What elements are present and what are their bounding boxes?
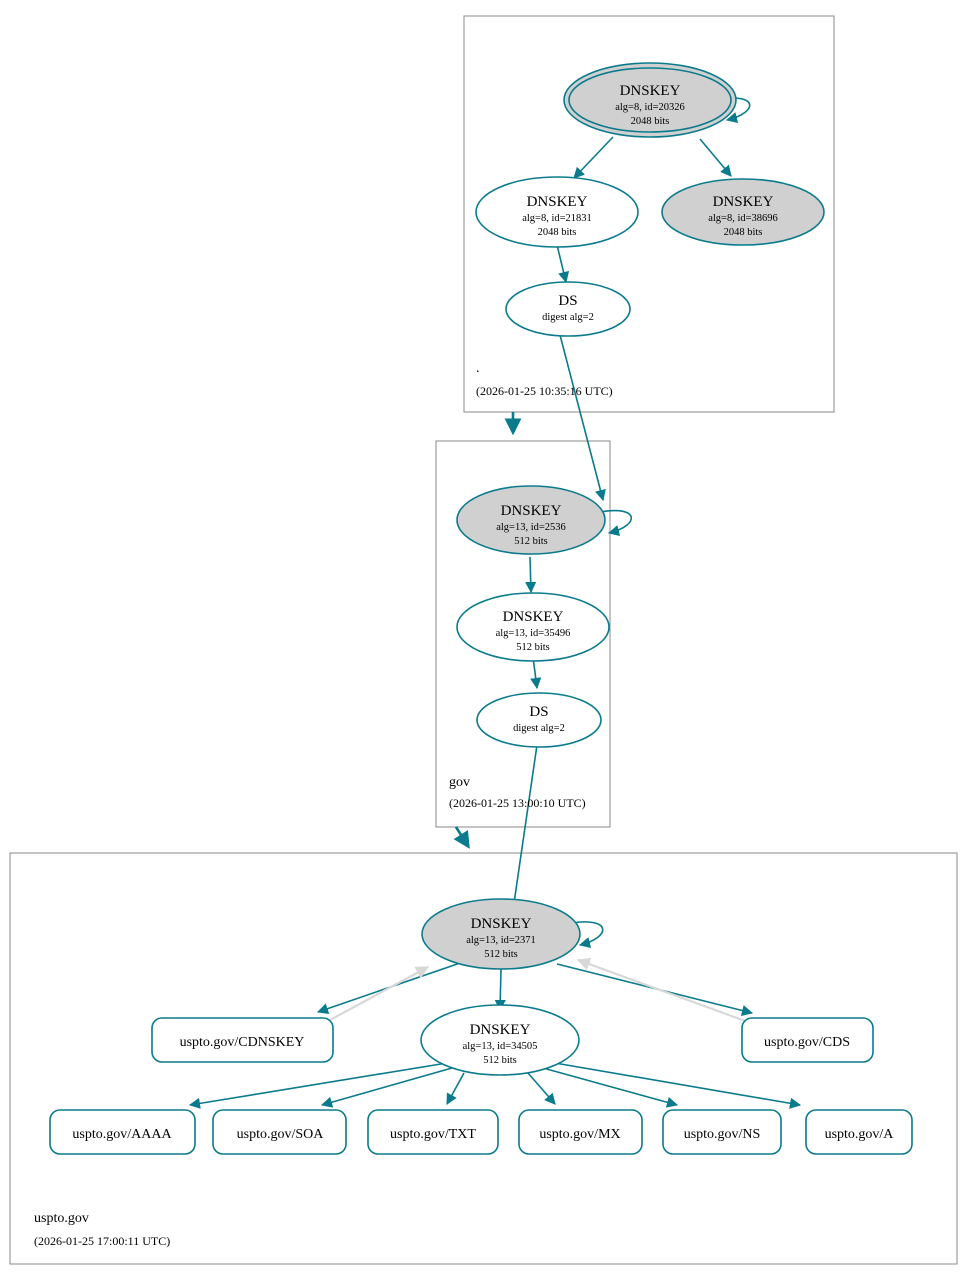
node-root-zsk[interactable]: [476, 177, 638, 247]
node-line2: alg=8, id=20326: [615, 102, 685, 113]
node-line2: alg=8, id=38696: [708, 213, 778, 224]
node-root-ksk[interactable]: [564, 63, 736, 137]
edge-root-zsk-to-ds: [557, 245, 566, 282]
node-gov-ds[interactable]: [477, 693, 601, 747]
node-title: DNSKEY: [619, 83, 681, 99]
edge-root-ksk-to-zsk2: [700, 139, 731, 176]
edge-root-ds-to-gov-ksk: [560, 335, 603, 500]
node-line3: 2048 bits: [723, 227, 763, 238]
node-line2: digest alg=2: [542, 312, 594, 323]
rrset-label: uspto.gov/CDNSKEY: [179, 1035, 305, 1050]
rrset-a[interactable]: [806, 1110, 912, 1154]
rrset-label: uspto.gov/TXT: [390, 1127, 476, 1142]
rrset-txt[interactable]: [368, 1110, 498, 1154]
zone-timestamp-uspto: (2026-01-25 17:00:11 UTC): [34, 1234, 171, 1248]
node-uspto-ksk[interactable]: [422, 899, 580, 969]
rrset-mx[interactable]: [519, 1110, 642, 1154]
edge-gov-ksk-to-zsk: [530, 557, 531, 592]
node-line2: alg=8, id=21831: [522, 213, 592, 224]
edge-root-ksk-to-zsk: [574, 137, 613, 178]
rrset-label: uspto.gov/CDS: [764, 1035, 850, 1050]
node-line2: alg=13, id=35496: [495, 628, 571, 639]
node-title: DS: [529, 704, 549, 720]
rrset-aaaa[interactable]: [50, 1110, 195, 1154]
node-title: DS: [558, 293, 578, 309]
node-title: DNSKEY: [469, 1022, 531, 1038]
zone-label-gov: gov: [449, 775, 470, 790]
node-title: DNSKEY: [470, 916, 532, 932]
edge-gov-zone-to-uspto-zone: [456, 827, 468, 846]
node-root-ds[interactable]: [506, 282, 630, 336]
node-line3: 2048 bits: [630, 116, 670, 127]
node-line2: digest alg=2: [513, 723, 565, 734]
rrset-ns[interactable]: [663, 1110, 781, 1154]
node-line3: 512 bits: [484, 949, 518, 960]
edge-uspto-zsk-to-txt: [447, 1073, 464, 1104]
node-uspto-zsk[interactable]: [421, 1005, 579, 1075]
node-line3: 512 bits: [483, 1055, 517, 1066]
edge-cds-to-ksk-grey: [578, 960, 748, 1022]
edge-uspto-zsk-to-ns: [543, 1068, 677, 1105]
rrset-label: uspto.gov/SOA: [236, 1127, 324, 1142]
zone-label-uspto: uspto.gov: [34, 1211, 89, 1226]
node-title: DNSKEY: [526, 194, 588, 210]
zone-label-root: .: [476, 361, 480, 376]
rrset-label: uspto.gov/MX: [539, 1127, 621, 1142]
rrset-label: uspto.gov/NS: [683, 1127, 761, 1142]
node-root-zsk2[interactable]: [662, 179, 824, 245]
rrset-label: uspto.gov/A: [824, 1127, 894, 1142]
edge-uspto-zsk-to-aaaa: [190, 1063, 447, 1105]
node-line3: 2048 bits: [537, 227, 577, 238]
rrset-label: uspto.gov/AAAA: [72, 1127, 172, 1142]
node-line2: alg=13, id=34505: [462, 1041, 538, 1052]
node-line2: alg=13, id=2371: [466, 935, 536, 946]
node-line3: 512 bits: [516, 642, 550, 653]
node-line2: alg=13, id=2536: [496, 522, 566, 533]
zone-timestamp-gov: (2026-01-25 13:00:10 UTC): [449, 796, 586, 810]
node-gov-ksk[interactable]: [457, 486, 605, 554]
edge-uspto-zsk-to-a: [549, 1062, 800, 1105]
node-gov-zsk[interactable]: [457, 593, 609, 661]
node-title: DNSKEY: [502, 609, 564, 625]
rrset-cdnskey[interactable]: [152, 1018, 333, 1062]
edge-uspto-ksk-to-zsk: [500, 969, 501, 1010]
edge-uspto-zsk-to-mx: [528, 1073, 555, 1104]
node-title: DNSKEY: [712, 194, 774, 210]
rrset-cds[interactable]: [742, 1018, 873, 1062]
node-title: DNSKEY: [500, 503, 562, 519]
edge-cdnskey-to-ksk-grey: [330, 967, 428, 1020]
zone-timestamp-root: (2026-01-25 10:35:16 UTC): [476, 384, 613, 398]
rrset-soa[interactable]: [213, 1110, 346, 1154]
node-line3: 512 bits: [514, 536, 548, 547]
